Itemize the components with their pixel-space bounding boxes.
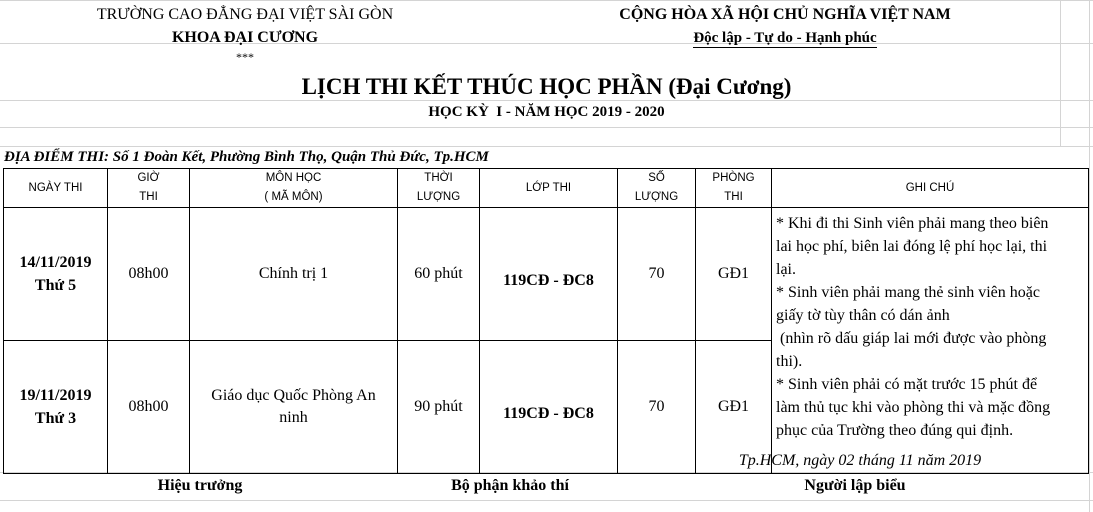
cell-duration: 90 phút (398, 341, 480, 474)
footer-date-place: Tp.HCM, ngày 02 tháng 11 năm 2019 (738, 452, 982, 469)
cell-notes (772, 208, 1089, 474)
cell-room: GĐ1 (696, 208, 772, 341)
cell-subject: Chính trị 1 (190, 208, 398, 341)
note-line: làm thủ tục khi vào phòng thi và mặc đồng (776, 399, 1051, 416)
semester-subtitle: HỌC KỲ I - NĂM HỌC 2019 - 2020 (428, 104, 665, 120)
cell-count: 70 (618, 208, 696, 341)
grid-line (0, 0, 1093, 1)
col-header-count: SỐ LƯỢNG (618, 169, 696, 208)
note-line: * Sinh viên phải mang thẻ sinh viên hoặc (776, 284, 1040, 301)
cell-room: GĐ1 (696, 341, 772, 474)
table-row (4, 208, 1089, 341)
col-header-duration: THỜI LƯỢNG (398, 169, 480, 208)
grid-line (0, 100, 1093, 101)
col-header-class: LỚP THI (480, 169, 618, 208)
note-line: * Sinh viên phải có mặt trước 15 phút để (776, 376, 1038, 393)
note-line: lai học phí, biên lai đóng lệ phí học lại, thi (776, 238, 1048, 255)
signature-principal: Hiệu trưởng (157, 477, 243, 494)
cell-time: 08h00 (108, 208, 190, 341)
motto-text: Độc lập - Tự do - Hạnh phúc (693, 30, 877, 46)
cell-count: 70 (618, 341, 696, 474)
republic-title: CỘNG HÒA XÃ HỘI CHỦ NGHĨA VIỆT NAM (619, 6, 951, 23)
motto (560, 30, 1010, 47)
col-header-note: GHI CHÚ (772, 169, 1089, 208)
col-header-subject: MÔN HỌC ( MÃ MÔN) (190, 169, 398, 208)
note-line: phục của Trường theo đúng qui định. (776, 422, 1014, 439)
cell-date: 19/11/2019 Thứ 3 (4, 341, 108, 474)
note-line: (nhìn rõ dấu giáp lai mới được vào phòng (776, 330, 1047, 347)
note-line: lại. (776, 261, 796, 278)
cell-time: 08h00 (108, 341, 190, 474)
note-line: * Khi đi thi Sinh viên phải mang theo biên (776, 215, 1049, 232)
col-header-time: GIỜ THI (108, 169, 190, 208)
note-line: giấy tờ tùy thân có dán ảnh (776, 307, 950, 324)
cell-subject: Giáo dục Quốc Phòng An ninh (190, 341, 398, 474)
cell-duration: 60 phút (398, 208, 480, 341)
col-header-date: NGÀY THI (4, 169, 108, 208)
exam-location: ĐỊA ĐIỂM THI: Số 1 Đoàn Kết, Phường Bình Thọ, Quận Thủ Đức, Tp.HCM (4, 149, 489, 165)
cell-date: 14/11/2019 Thứ 5 (4, 208, 108, 341)
note-line: thi). (776, 353, 803, 370)
grid-line (0, 500, 1093, 501)
cell-class: 119CĐ - ĐC8 (480, 341, 618, 474)
cell-class: 119CĐ - ĐC8 (480, 208, 618, 341)
col-header-room: PHÒNG THI (696, 169, 772, 208)
faculty-name: KHOA ĐẠI CƯƠNG (171, 29, 319, 46)
page-title: LỊCH THI KẾT THÚC HỌC PHẦN (Đại Cương) (301, 74, 792, 99)
grid-line (0, 146, 1093, 147)
signature-preparer: Người lập biểu (804, 477, 906, 494)
stars-mark: *** (236, 50, 254, 64)
grid-line (1060, 0, 1061, 146)
school-name: TRƯỜNG CAO ĐẲNG ĐẠI VIỆT SÀI GÒN (96, 6, 394, 23)
exam-schedule-table (3, 168, 1089, 474)
table-header-row (4, 169, 1089, 208)
grid-line (0, 127, 1093, 128)
signature-exam-dept: Bộ phận khảo thí (451, 477, 569, 494)
